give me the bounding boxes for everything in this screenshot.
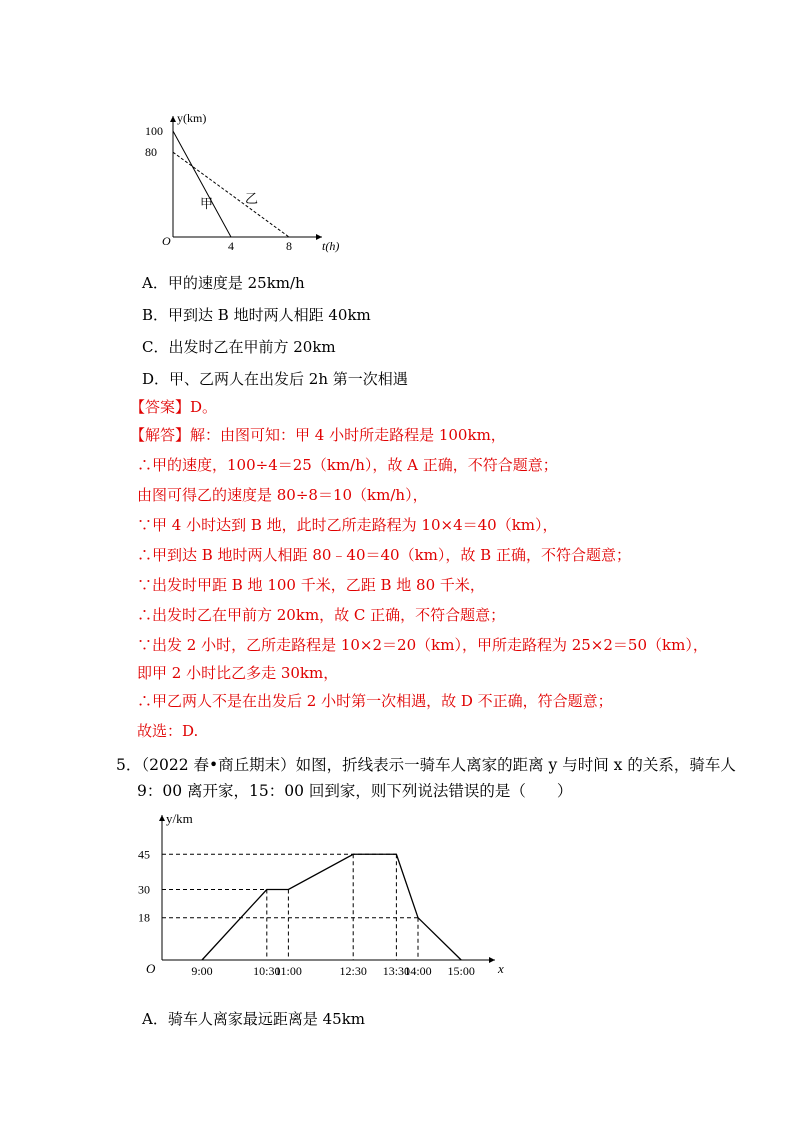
y-tick-label: 100: [145, 124, 163, 138]
question-5-line-2: 9：00 离开家，15：00 回到家，则下列说法错误的是（ ）: [137, 782, 573, 800]
figure-2-cyclist-graph: [0, 805, 800, 985]
solution-line: ∵出发时甲距 B 地 100 千米，乙距 B 地 80 千米，: [137, 576, 485, 594]
series-label: 甲: [200, 196, 214, 211]
y-tick-label: 45: [138, 847, 150, 862]
x-tick-label: 11:00: [274, 964, 302, 978]
x-tick-label: 12:30: [339, 964, 367, 978]
option-a: A．甲的速度是 25km/h: [142, 274, 305, 292]
x-axis-label: x: [498, 961, 504, 976]
origin-label: O: [162, 234, 171, 248]
x-tick-label: 9:00: [191, 964, 213, 978]
series-label: 乙: [245, 191, 259, 206]
x-tick-label: 8: [286, 239, 292, 253]
option-b: B．甲到达 B 地时两人相距 40km: [142, 306, 371, 324]
x-axis-label: t(h): [322, 239, 340, 253]
answer-label: 【答案】D。: [130, 398, 218, 416]
solution-line: 故选：D.: [137, 722, 199, 740]
y-tick-label: 30: [138, 882, 150, 897]
origin-label: O: [146, 961, 156, 976]
question-5-line-1: 5．（2022 春•商丘期末）如图，折线表示一骑车人离家的距离 y 与时间 x 的关系，骑车人: [116, 756, 736, 774]
solution-line: ∵甲 4 小时达到 B 地，此时乙所走路程为 10×4＝40（km），: [137, 516, 558, 534]
x-tick-label: 10:30: [253, 964, 281, 978]
y-tick-label: 80: [145, 145, 157, 160]
solution-line: ∴甲的速度，100÷4＝25（km/h），故 A 正确，不符合题意；: [137, 456, 558, 474]
y-axis-label: y/km: [166, 811, 193, 826]
x-tick-label: 14:00: [404, 964, 432, 978]
solution-line: 即甲 2 小时比乙多走 30km，: [137, 664, 339, 682]
x-tick-label: 15:00: [447, 964, 475, 978]
series-line-1: [173, 131, 231, 237]
series-line: [202, 854, 461, 960]
option-d: D．甲、乙两人在出发后 2h 第一次相遇: [142, 370, 408, 388]
solution-line: ∴出发时乙在甲前方 20km，故 C 正确，不符合题意；: [137, 606, 506, 624]
x-tick-label: 13:30: [382, 964, 411, 978]
x-tick-label: 4: [228, 239, 234, 253]
q5-option-a: A．骑车人离家最远距离是 45km: [142, 1010, 366, 1028]
option-c: C．出发时乙在甲前方 20km: [142, 338, 336, 356]
figure-1-distance-time-graph: [0, 100, 800, 360]
solution-line: ∴甲乙两人不是在出发后 2 小时第一次相遇，故 D 不正确，符合题意；: [137, 692, 613, 710]
y-axis-label: y(km): [177, 111, 207, 125]
series-line-2: [173, 152, 289, 237]
solution-line: 由图可得乙的速度是 80÷8＝10（km/h），: [137, 486, 428, 504]
solution-line: 【解答】解：由图可知：甲 4 小时所走路程是 100km，: [130, 426, 506, 444]
solution-line: ∴甲到达 B 地时两人相距 80﹣40＝40（km），故 B 正确，不符合题意；: [137, 546, 631, 564]
solution-line: ∵出发 2 小时，乙所走路程是 10×2＝20（km），甲所走路程为 25×2＝50（km），: [137, 636, 708, 654]
y-tick-label: 18: [138, 910, 150, 925]
